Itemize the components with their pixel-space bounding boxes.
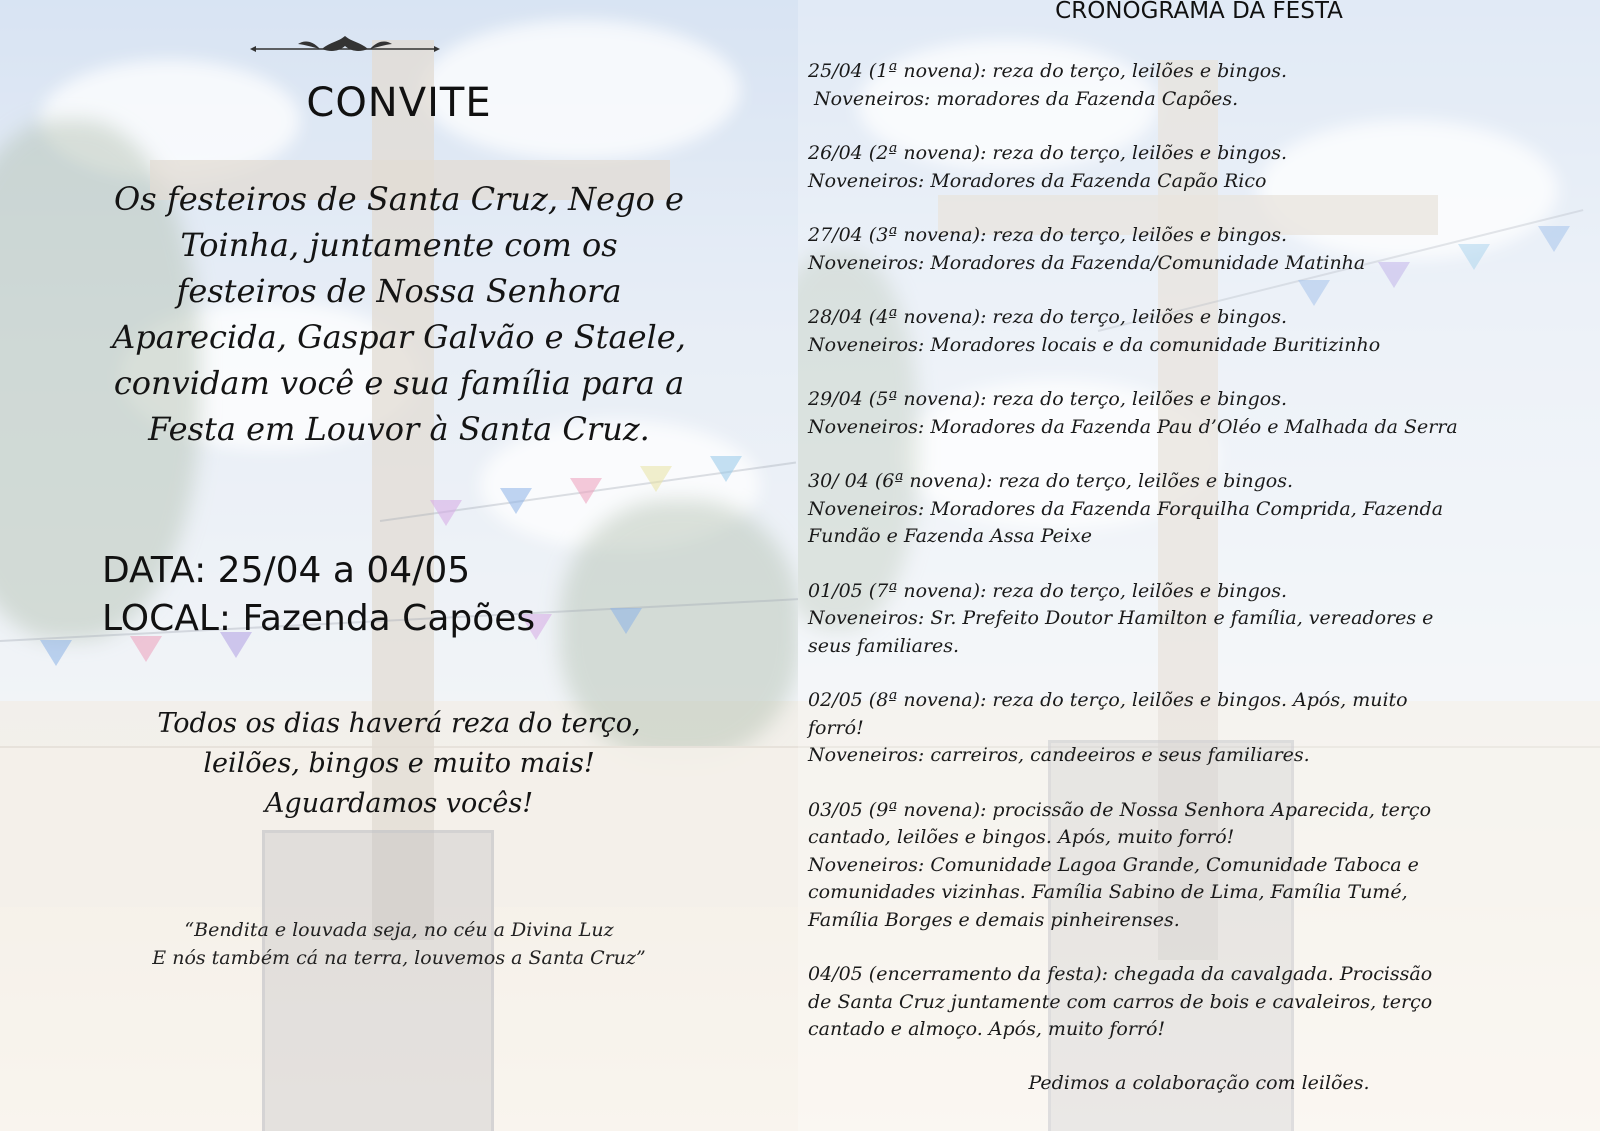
entry-line: 01/05 (7ª novena): reza do terço, leilões e bingos. <box>808 579 1287 602</box>
schedule-entry <box>808 961 1593 1044</box>
entry-line: de Santa Cruz juntamente com carros de bois e cavaleiros, terço <box>808 990 1433 1013</box>
entry-line: 02/05 (8ª novena): reza do terço, leilões e bingos. Após, muito <box>808 689 1408 711</box>
schedule-entry <box>808 687 1593 770</box>
entry-line: Noveneiros: Moradores da Fazenda/Comunidade Matinha <box>808 251 1366 274</box>
prayer-quote <box>60 916 738 972</box>
entry-line: seus familiares. <box>808 634 960 657</box>
ornament-divider-icon <box>250 32 440 62</box>
entry-line: Noveneiros: Moradores da Fazenda Capão Rico <box>808 169 1267 192</box>
invitation-message <box>40 176 758 452</box>
schedule-panel <box>798 0 1600 1131</box>
entry-line: 28/04 (4ª novena): reza do terço, leilões e bingos. <box>808 306 1287 328</box>
schedule-entry <box>808 58 1593 113</box>
message-line: Festa em Louvor à Santa Cruz. <box>148 410 650 448</box>
schedule-title: CRONOGRAMA DA FESTA <box>1055 0 1343 24</box>
quote-line: “Bendita e louvada seja, no céu a Divina Luz <box>184 919 614 941</box>
entry-line: Noveneiros: Moradores da Fazenda Forquilha Comprida, Fazenda <box>808 497 1444 520</box>
daily-line: leilões, bingos e muito mais! <box>203 748 595 779</box>
entry-line: 03/05 (9ª novena): procissão de Nossa Senhora Aparecida, terço <box>808 798 1432 821</box>
entry-line: Noveneiros: Moradores locais e da comunidade Buritizinho <box>808 333 1381 356</box>
entry-line: cantado, leilões e bingos. Após, muito forró! <box>808 826 1235 848</box>
message-line: Aparecida, Gaspar Galvão e Staele, <box>112 318 686 356</box>
schedule-list <box>808 58 1593 1071</box>
schedule-entry <box>808 222 1593 277</box>
invitation-panel <box>0 0 798 1131</box>
message-line: Toinha, juntamente com os <box>180 226 618 264</box>
schedule-entry <box>808 468 1593 551</box>
entry-line: cantado e almoço. Após, muito forró! <box>808 1018 1166 1040</box>
message-line: convidam você e sua família para a <box>113 364 685 402</box>
auction-request-note: Pedimos a colaboração com leilões. <box>1028 1072 1370 1094</box>
entry-line: comunidades vizinhas. Família Sabino de Lima, Família Tumé, <box>808 881 1408 903</box>
entry-line: 27/04 (3ª novena): reza do terço, leilões e bingos. <box>808 224 1287 246</box>
entry-line: 04/05 (encerramento da festa): chegada da cavalgada. Procissão <box>808 963 1433 985</box>
entry-line: Noveneiros: Moradores da Fazenda Pau d’Oléo e Malhada da Serra <box>808 415 1458 438</box>
event-location: LOCAL: Fazenda Capões <box>102 598 536 639</box>
entry-line: forró! <box>808 716 864 739</box>
entry-line: Noveneiros: Comunidade Lagoa Grande, Comunidade Taboca e <box>808 853 1419 876</box>
schedule-entry <box>808 578 1593 661</box>
invitation-title: CONVITE <box>306 80 492 126</box>
quote-line: E nós também cá na terra, louvemos a Santa Cruz” <box>152 947 646 969</box>
event-date: DATA: 25/04 a 04/05 <box>102 550 471 591</box>
schedule-entry <box>808 386 1593 441</box>
entry-line: Fundão e Fazenda Assa Peixe <box>808 525 1092 547</box>
daily-line: Todos os dias haverá reza do terço, <box>157 708 641 739</box>
entry-line: Família Borges e demais pinheirenses. <box>808 908 1180 931</box>
entry-line: 30/ 04 (6ª novena): reza do terço, leilões e bingos. <box>808 470 1294 492</box>
schedule-entry <box>808 304 1593 359</box>
daily-activities <box>60 704 738 824</box>
schedule-entry <box>808 140 1593 195</box>
message-line: Os festeiros de Santa Cruz, Nego e <box>114 180 684 218</box>
message-line: festeiros de Nossa Senhora <box>176 272 622 310</box>
entry-line: Noveneiros: carreiros, candeeiros e seus familiares. <box>808 744 1310 766</box>
entry-line: 26/04 (2ª novena): reza do terço, leilões e bingos. <box>808 142 1287 164</box>
entry-line: Noveneiros: moradores da Fazenda Capões. <box>808 87 1239 110</box>
schedule-entry <box>808 797 1593 935</box>
daily-line: Aguardamos vocês! <box>264 788 534 819</box>
entry-line: 29/04 (5ª novena): reza do terço, leilões e bingos. <box>808 388 1287 410</box>
entry-line: 25/04 (1ª novena): reza do terço, leilões e bingos. <box>808 60 1287 82</box>
entry-line: Noveneiros: Sr. Prefeito Doutor Hamilton e família, vereadores e <box>808 607 1434 629</box>
